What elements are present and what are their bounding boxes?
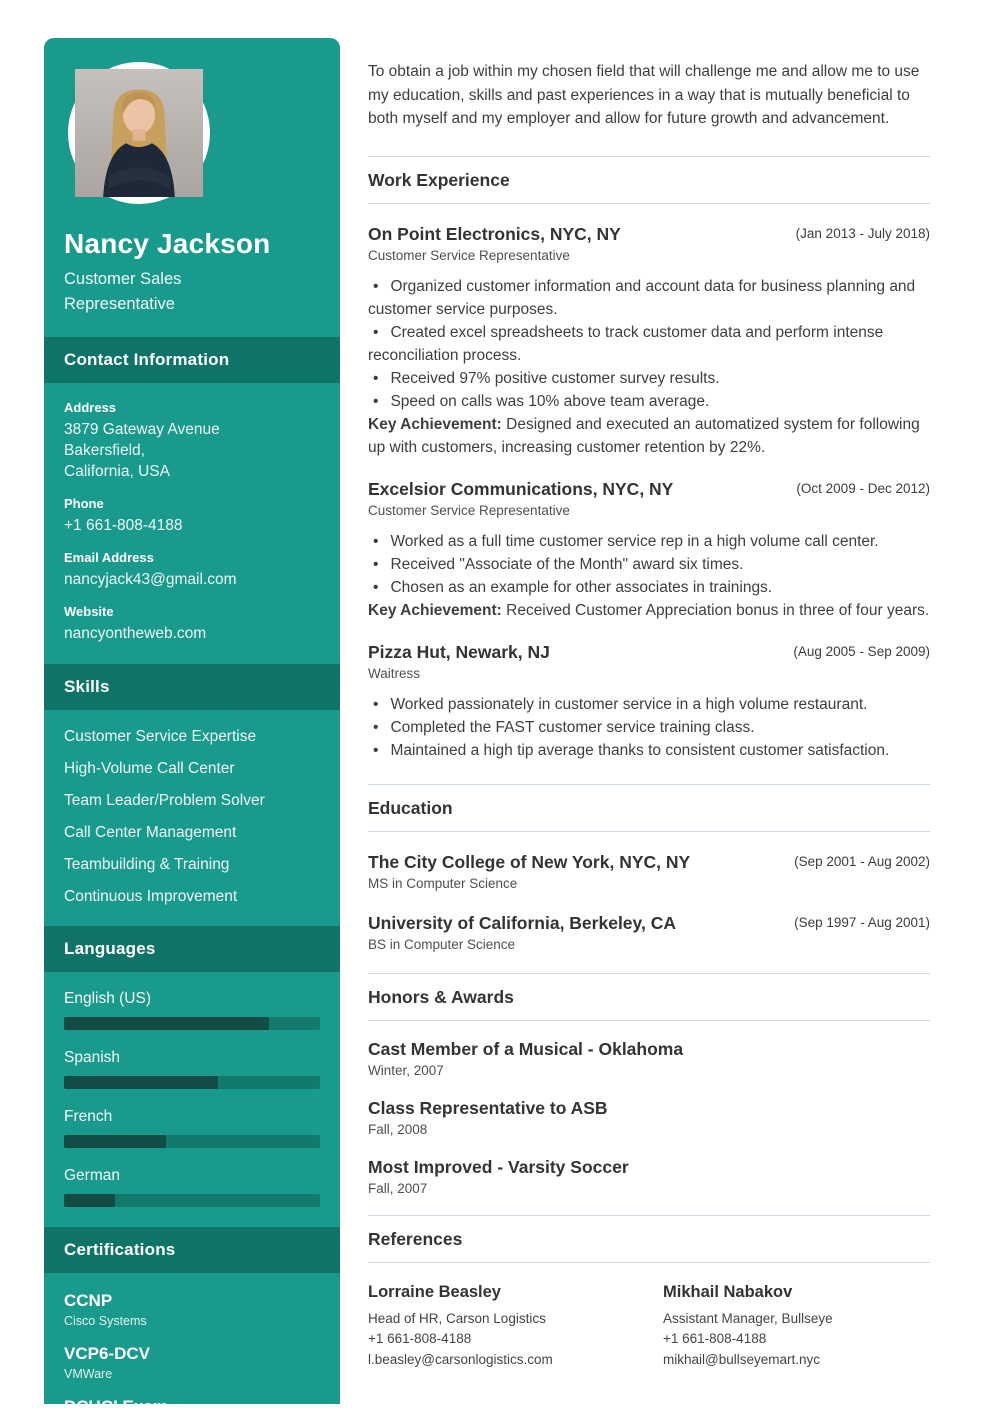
language-level-bar bbox=[64, 1194, 320, 1207]
job-bullet bbox=[368, 739, 930, 762]
job-bullet bbox=[368, 553, 930, 576]
job-bullet-text: Organized customer information and account data for business planning and customer service purposes. bbox=[368, 277, 916, 318]
skill-item: Call Center Management bbox=[64, 824, 237, 841]
education-entry bbox=[368, 851, 930, 891]
contact-value-line: nancyjack43@gmail.com bbox=[64, 571, 237, 588]
divider bbox=[368, 203, 930, 204]
contact-value-line: 3879 Gateway Avenue bbox=[64, 421, 220, 438]
references-heading: References bbox=[368, 1228, 463, 1249]
certification-item bbox=[64, 1396, 320, 1417]
school-degree: MS in Computer Science bbox=[368, 875, 518, 891]
reference-name: Mikhail Nabakov bbox=[663, 1282, 793, 1301]
job-bullets bbox=[368, 693, 930, 762]
reference-detail-line: +1 661-808-4188 bbox=[663, 1331, 767, 1346]
language-name: German bbox=[64, 1167, 120, 1184]
certification-item bbox=[64, 1290, 320, 1328]
job-key-achievement bbox=[368, 599, 930, 622]
job-bullet-text: Chosen as an example for other associates in trainings. bbox=[390, 578, 773, 596]
skill-item: High-Volume Call Center bbox=[64, 760, 235, 777]
divider bbox=[368, 973, 930, 974]
job-company: Excelsior Communications, NYC, NY bbox=[368, 478, 674, 499]
job-bullet bbox=[368, 530, 930, 553]
job-bullet bbox=[368, 390, 930, 413]
bullet-dot-icon: • bbox=[373, 718, 379, 736]
bullet-dot-icon: • bbox=[373, 741, 379, 759]
work-experience-section bbox=[368, 223, 930, 762]
job-bullet-text: Maintained a high tip average thanks to consistent customer satisfaction. bbox=[390, 741, 890, 759]
bullet-dot-icon: • bbox=[373, 555, 379, 573]
job-bullet-text: Received "Associate of the Month" award six times. bbox=[390, 555, 744, 573]
honors-section bbox=[368, 1038, 930, 1196]
contact-item-label: Address bbox=[64, 400, 117, 415]
person-name: Nancy Jackson bbox=[64, 228, 271, 259]
resume-main-column bbox=[368, 60, 930, 1370]
award-entry bbox=[368, 1156, 930, 1196]
contact-section bbox=[44, 383, 340, 644]
certification-name: CCNP bbox=[64, 1291, 113, 1310]
person-job-title: Customer Sales Representative bbox=[64, 270, 182, 313]
divider bbox=[368, 156, 930, 157]
job-company: Pizza Hut, Newark, NJ bbox=[368, 641, 550, 662]
reference-detail-line: Head of HR, Carson Logistics bbox=[368, 1310, 546, 1326]
languages-section bbox=[44, 972, 340, 1207]
job-bullets bbox=[368, 275, 930, 413]
reference-name: Lorraine Beasley bbox=[368, 1282, 501, 1301]
contact-value-line: Bakersfield, bbox=[64, 442, 145, 459]
award-date: Winter, 2007 bbox=[368, 1062, 444, 1078]
bullet-dot-icon: • bbox=[373, 695, 379, 713]
reference-entry bbox=[368, 1283, 663, 1371]
contact-value-line: +1 661-808-4188 bbox=[64, 517, 183, 534]
profile-photo-image bbox=[75, 69, 203, 197]
job-dates: (Aug 2005 - Sep 2009) bbox=[793, 643, 930, 659]
language-item bbox=[64, 1166, 320, 1207]
skill-item: Team Leader/Problem Solver bbox=[64, 792, 265, 809]
honors-heading: Honors & Awards bbox=[368, 986, 514, 1007]
job-key-achievement bbox=[368, 413, 930, 459]
school-dates: (Sep 1997 - Aug 2001) bbox=[794, 914, 930, 930]
certification-name: VCP6-DCV bbox=[64, 1344, 150, 1363]
contact-item-value bbox=[64, 419, 320, 482]
job-role: Customer Service Representative bbox=[368, 502, 570, 518]
job-dates: (Oct 2009 - Dec 2012) bbox=[796, 480, 930, 496]
school-dates: (Sep 2001 - Aug 2002) bbox=[794, 853, 930, 869]
skill-item: Customer Service Expertise bbox=[64, 728, 257, 745]
contact-item-value bbox=[64, 515, 320, 536]
contact-item bbox=[64, 496, 320, 536]
contact-item-value bbox=[64, 623, 320, 644]
job-bullet bbox=[368, 693, 930, 716]
education-entry bbox=[368, 912, 930, 952]
job-entry bbox=[368, 223, 930, 459]
references-section bbox=[368, 1283, 930, 1371]
bullet-dot-icon: • bbox=[373, 277, 379, 295]
bullet-dot-icon: • bbox=[373, 369, 379, 387]
certifications-section bbox=[44, 1273, 340, 1417]
job-bullet bbox=[368, 716, 930, 739]
certification-item bbox=[64, 1343, 320, 1381]
award-title: Class Representative to ASB bbox=[368, 1097, 608, 1118]
skills-section bbox=[44, 710, 340, 906]
skill-item: Continuous Improvement bbox=[64, 888, 238, 905]
spacer bbox=[368, 762, 930, 784]
contact-value-line: California, USA bbox=[64, 463, 170, 480]
language-name: French bbox=[64, 1108, 113, 1125]
language-level-bar bbox=[64, 1076, 320, 1089]
language-item bbox=[64, 1107, 320, 1148]
contact-item bbox=[64, 604, 320, 644]
award-date: Fall, 2007 bbox=[368, 1180, 428, 1196]
language-name: English (US) bbox=[64, 990, 151, 1007]
language-level-fill bbox=[64, 1017, 269, 1030]
job-bullet bbox=[368, 576, 930, 599]
language-level-bar bbox=[64, 1017, 320, 1030]
reference-detail-line: +1 661-808-4188 bbox=[368, 1331, 472, 1346]
school-name: The City College of New York, NYC, NY bbox=[368, 851, 691, 872]
job-entry bbox=[368, 478, 930, 622]
divider bbox=[368, 1262, 930, 1263]
language-level-fill bbox=[64, 1194, 115, 1207]
job-entry bbox=[368, 641, 930, 762]
award-date: Fall, 2008 bbox=[368, 1121, 428, 1137]
key-achievement-text: Designed and executed an automatized system for following up with customers, increasing customer retention by 22%. bbox=[368, 415, 920, 456]
job-bullet-text: Completed the FAST customer service training class. bbox=[390, 718, 755, 736]
contact-item-label: Phone bbox=[64, 496, 104, 511]
job-bullets bbox=[368, 530, 930, 599]
contact-item bbox=[64, 550, 320, 590]
job-bullet-text: Speed on calls was 10% above team average. bbox=[390, 392, 710, 410]
job-bullet bbox=[368, 275, 930, 321]
reference-detail-line: Assistant Manager, Bullseye bbox=[663, 1310, 833, 1326]
profile-photo bbox=[68, 62, 210, 204]
skill-item: Teambuilding & Training bbox=[64, 856, 230, 873]
award-entry bbox=[368, 1097, 930, 1137]
job-bullet-text: Created excel spreadsheets to track customer data and perform intense reconciliation process. bbox=[368, 323, 884, 364]
certification-issuer: VMWare bbox=[64, 1367, 113, 1381]
certification-issuer: Cisco Systems bbox=[64, 1314, 147, 1328]
job-bullet-text: Received 97% positive customer survey results. bbox=[390, 369, 720, 387]
education-section bbox=[368, 851, 930, 952]
language-level-fill bbox=[64, 1135, 166, 1148]
divider bbox=[368, 831, 930, 832]
divider bbox=[368, 784, 930, 785]
job-company: On Point Electronics, NYC, NY bbox=[368, 223, 621, 244]
key-achievement-label: Key Achievement: bbox=[368, 415, 502, 433]
key-achievement-text: Received Customer Appreciation bonus in three of four years. bbox=[506, 601, 930, 619]
bullet-dot-icon: • bbox=[373, 578, 379, 596]
bullet-dot-icon: • bbox=[373, 323, 379, 341]
job-bullet-text: Worked passionately in customer service in a high volume restaurant. bbox=[390, 695, 868, 713]
divider bbox=[368, 1020, 930, 1021]
divider bbox=[368, 1215, 930, 1216]
language-level-bar bbox=[64, 1135, 320, 1148]
certifications-section-heading: Certifications bbox=[44, 1227, 340, 1273]
school-degree: BS in Computer Science bbox=[368, 936, 516, 952]
job-bullet bbox=[368, 367, 930, 390]
contact-item-label: Website bbox=[64, 604, 114, 619]
job-dates: (Jan 2013 - July 2018) bbox=[795, 225, 930, 241]
language-level-fill bbox=[64, 1076, 218, 1089]
job-role: Customer Service Representative bbox=[368, 247, 570, 263]
reference-entry bbox=[663, 1283, 930, 1371]
key-achievement-label: Key Achievement: bbox=[368, 601, 502, 619]
bullet-dot-icon: • bbox=[373, 392, 379, 410]
reference-detail-line: mikhail@bullseyemart.nyc bbox=[663, 1351, 821, 1367]
language-name: Spanish bbox=[64, 1049, 121, 1066]
language-item bbox=[64, 989, 320, 1030]
job-bullet-text: Worked as a full time customer service rep in a high volume call center. bbox=[390, 532, 879, 550]
work-experience-heading: Work Experience bbox=[368, 169, 510, 190]
job-role: Waitress bbox=[368, 665, 421, 681]
school-name: University of California, Berkeley, CA bbox=[368, 912, 676, 933]
reference-detail-line: l.beasley@carsonlogistics.com bbox=[368, 1351, 553, 1367]
reference-details bbox=[663, 1309, 930, 1371]
award-entry bbox=[368, 1038, 930, 1078]
contact-section-heading: Contact Information bbox=[44, 337, 340, 383]
languages-section-heading: Languages bbox=[44, 926, 340, 972]
job-bullet bbox=[368, 321, 930, 367]
bullet-dot-icon: • bbox=[373, 532, 379, 550]
certification-name: DCUCI Exam bbox=[64, 1397, 168, 1416]
reference-details bbox=[368, 1309, 663, 1371]
objective-text: To obtain a job within my chosen field that will challenge me and allow me to use my education, skills and past experiences in a way that is mutually beneficial to both myself and my employer and allow for future growth and advancement. bbox=[368, 63, 920, 127]
skills-section-heading: Skills bbox=[44, 664, 340, 710]
award-title: Cast Member of a Musical - Oklahoma bbox=[368, 1038, 684, 1059]
contact-item-value bbox=[64, 569, 320, 590]
contact-value-line: nancyontheweb.com bbox=[64, 625, 207, 642]
language-item bbox=[64, 1048, 320, 1089]
award-title: Most Improved - Varsity Soccer bbox=[368, 1156, 629, 1177]
education-heading: Education bbox=[368, 797, 453, 818]
contact-item-label: Email Address bbox=[64, 550, 154, 565]
contact-item bbox=[64, 400, 320, 482]
resume-sidebar bbox=[44, 38, 340, 1416]
